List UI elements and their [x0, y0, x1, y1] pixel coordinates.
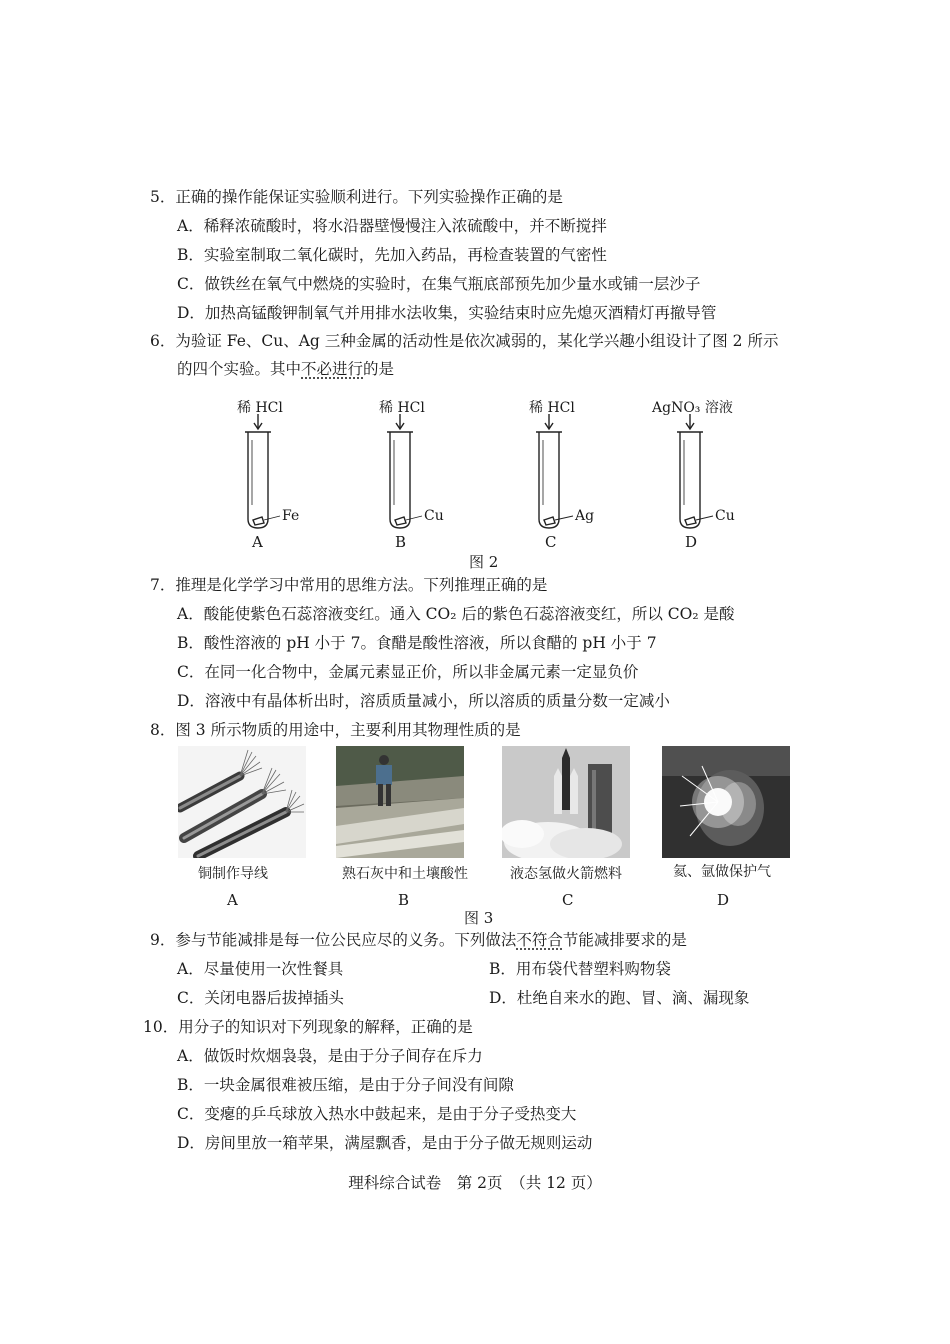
- tube-a-reagent: 稀 HCl: [237, 400, 283, 416]
- q5-option-a: A．稀释浓硫酸时，将水沿器壁慢慢注入浓硫酸中，并不断搅拌: [177, 217, 607, 235]
- tube-c-reagent: 稀 HCl: [529, 400, 575, 416]
- q6-stem-pre: 的四个实验。其中: [177, 360, 302, 378]
- tube-d-metal: Cu: [715, 508, 735, 524]
- q7-option-c: C．在同一化合物中，金属元素显正价，所以非金属元素一定显负价: [177, 663, 639, 681]
- photo-d-letter: D: [717, 891, 730, 909]
- q5-option-d: D．加热高锰酸钾制氧气并用排水法收集，实验结束时应先熄灭酒精灯再撤导管: [177, 304, 717, 322]
- tube-b-reagent: 稀 HCl: [379, 400, 425, 416]
- figure-2-tubes: [0, 0, 950, 560]
- tube-d: [677, 414, 713, 528]
- photo-welding: [662, 746, 790, 858]
- q6-stem-post: 的是: [363, 360, 395, 378]
- q7-stem: 7．推理是化学学习中常用的思维方法。下列推理正确的是: [150, 576, 548, 594]
- q7-option-a: A．酸能使紫色石蕊溶液变红。通入 CO₂ 后的紫色石蕊溶液变红，所以 CO₂ 是酸: [177, 605, 735, 623]
- photo-rocket-launch: [502, 746, 630, 858]
- photo-d-caption: 氦、氩做保护气: [673, 864, 771, 880]
- q10-option-c: C．变瘪的乒乓球放入热水中鼓起来，是由于分子受热变大: [177, 1105, 577, 1123]
- tube-d-reagent: AgNO₃ 溶液: [652, 400, 733, 416]
- tube-b: [387, 414, 422, 528]
- q5-option-b: B．实验室制取二氧化碳时，先加入药品，再检查装置的气密性: [177, 246, 607, 264]
- photo-b-caption: 熟石灰中和土壤酸性: [342, 866, 468, 882]
- photo-c-caption: 液态氢做火箭燃料: [510, 866, 622, 882]
- tube-b-metal: Cu: [424, 508, 444, 524]
- q9-option-d: D．杜绝自来水的跑、冒、滴、漏现象: [489, 989, 750, 1007]
- q9-option-b: B．用布袋代替塑料购物袋: [489, 960, 671, 978]
- photo-a-letter: A: [227, 891, 238, 909]
- q7-option-b: B．酸性溶液的 pH 小于 7。食醋是酸性溶液，所以食醋的 pH 小于 7: [177, 634, 657, 652]
- page-footer: 理科综合试卷 第 2页 （共 12 页）: [348, 1174, 602, 1192]
- figure-3-caption: 图 3: [464, 909, 494, 927]
- q9-stem-emphasis: 不符合: [516, 931, 563, 949]
- q10-option-b: B．一块金属很难被压缩，是由于分子间没有间隙: [177, 1076, 514, 1094]
- q10-option-a: A．做饭时炊烟袅袅，是由于分子间存在斥力: [177, 1047, 483, 1065]
- tube-c-metal: Ag: [575, 508, 595, 524]
- q10-option-d: D．房间里放一箱苹果，满屋飘香，是由于分子做无规则运动: [177, 1134, 593, 1152]
- q9-option-c: C．关闭电器后拔掉插头: [177, 989, 344, 1007]
- tube-a-letter: A: [252, 533, 263, 551]
- photo-lime-field: [336, 746, 464, 858]
- photo-copper-wires: [178, 746, 306, 858]
- q10-stem: 10．用分子的知识对下列现象的解释，正确的是: [143, 1018, 473, 1036]
- q5-option-c: C．做铁丝在氧气中燃烧的实验时，在集气瓶底部预先加少量水或铺一层沙子: [177, 275, 701, 293]
- q9-stem: [150, 929, 687, 951]
- q9-stem-pre: 9．参与节能减排是每一位公民应尽的义务。下列做法: [150, 931, 517, 949]
- q7-option-d: D．溶液中有晶体析出时，溶质质量减小，所以溶质的质量分数一定减小: [177, 692, 670, 710]
- tube-a-metal: Fe: [282, 508, 300, 524]
- photo-c-letter: C: [562, 891, 574, 909]
- tube-c-letter: C: [545, 533, 557, 551]
- photo-a-caption: 铜制作导线: [198, 866, 268, 882]
- q5-stem: 5．正确的操作能保证实验顺利进行。下列实验操作正确的是: [150, 188, 563, 206]
- tube-d-letter: D: [685, 533, 698, 551]
- q9-option-a: A．尽量使用一次性餐具: [177, 960, 344, 978]
- tube-c: [536, 414, 573, 528]
- tube-b-letter: B: [395, 533, 407, 551]
- figure-2-caption: 图 2: [469, 553, 499, 571]
- tube-a: [245, 414, 280, 528]
- q8-stem: 8．图 3 所示物质的用途中，主要利用其物理性质的是: [150, 721, 521, 739]
- q6-stem-emphasis: 不必进行: [301, 360, 364, 378]
- q6-stem-line1: 6．为验证 Fe、Cu、Ag 三种金属的活动性是依次减弱的，某化学兴趣小组设计了图 2 所示: [150, 332, 779, 350]
- photo-b-letter: B: [398, 891, 410, 909]
- q9-stem-post: 节能减排要求的是: [562, 931, 687, 949]
